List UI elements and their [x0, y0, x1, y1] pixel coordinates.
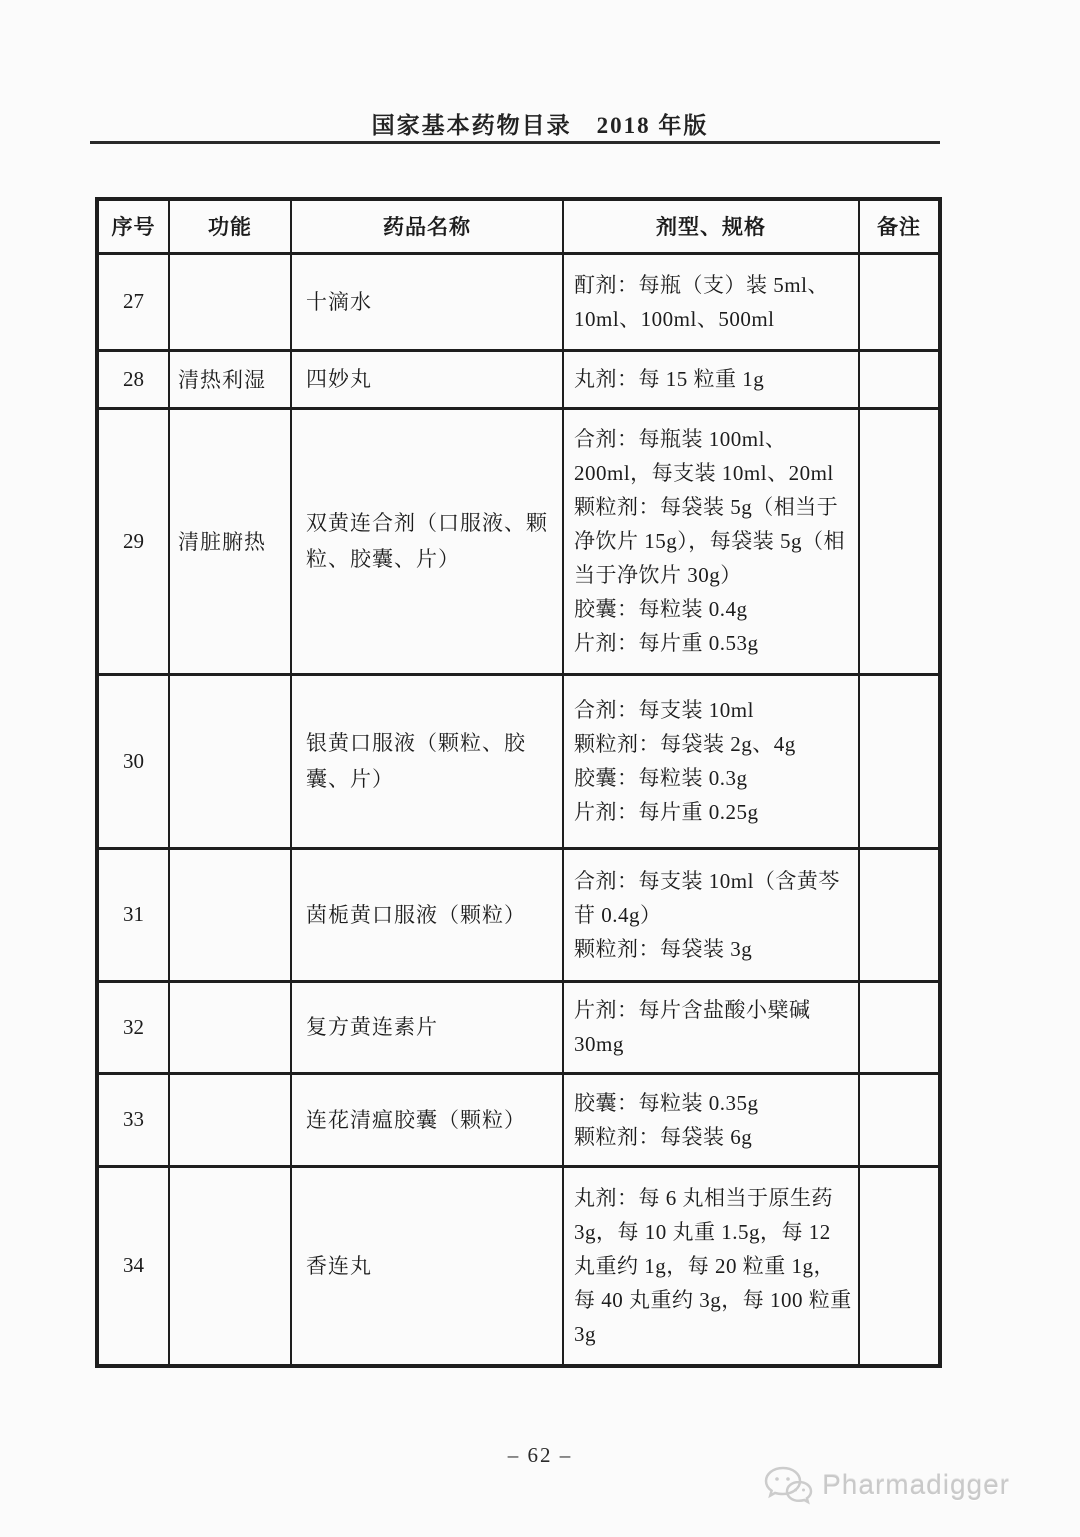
table-row: [97, 253, 940, 350]
spec-entry: 胶囊：每粒装 0.3g: [574, 766, 748, 790]
row-number-cell: 31: [97, 848, 169, 981]
table-row: [97, 408, 940, 674]
drug-name-cell: 双黄连合剂（口服液、颗粒、胶囊、片）: [291, 408, 563, 674]
medicines-table: [95, 197, 942, 1368]
spec-entry: 颗粒剂：每袋装 2g、4g: [574, 732, 796, 756]
function-cell: [169, 1166, 291, 1366]
function-cell: [169, 1073, 291, 1166]
spec-entry: 合剂：每支装 10ml: [574, 698, 754, 722]
page-number: – 62 –: [507, 1443, 573, 1467]
table-row: [97, 848, 940, 981]
drug-name-cell: 银黄口服液（颗粒、胶囊、片）: [291, 674, 563, 848]
spec-entry: 胶囊：每粒装 0.4g: [574, 597, 748, 621]
drug-name-cell: 香连丸: [291, 1166, 563, 1366]
note-cell: [859, 253, 940, 350]
spec-entry: 片剂：每片重 0.25g: [574, 800, 759, 824]
note-cell: [859, 1073, 940, 1166]
wechat-icon: [762, 1464, 814, 1506]
row-number-cell: 30: [97, 674, 169, 848]
row-number-cell: 29: [97, 408, 169, 674]
spec-cell: [563, 1073, 859, 1166]
table-row: [97, 1166, 940, 1366]
spec-entry: 合剂：每瓶装 100ml、200ml，每支装 10ml、20ml: [574, 427, 834, 485]
function-cell: 清热利湿: [169, 350, 291, 408]
row-number-cell: 33: [97, 1073, 169, 1166]
spec-cell: [563, 350, 859, 408]
function-cell: [169, 981, 291, 1073]
function-cell: [169, 848, 291, 981]
note-cell: [859, 848, 940, 981]
spec-entry: 丸剂：每 15 粒重 1g: [574, 367, 765, 391]
table-row: [97, 674, 940, 848]
note-cell: [859, 674, 940, 848]
drug-name-cell: 十滴水: [291, 253, 563, 350]
table-row: [97, 350, 940, 408]
spec-cell: [563, 674, 859, 848]
drug-name-cell: 四妙丸: [291, 350, 563, 408]
spec-cell: [563, 981, 859, 1073]
table-body: [97, 253, 940, 1366]
note-cell: [859, 408, 940, 674]
function-cell: 清脏腑热: [169, 408, 291, 674]
watermark: [762, 1464, 1010, 1506]
drug-name-cell: 复方黄连素片: [291, 981, 563, 1073]
row-number-cell: 34: [97, 1166, 169, 1366]
note-cell: [859, 981, 940, 1073]
spec-cell: [563, 1166, 859, 1366]
column-header-1: 序号: [97, 199, 169, 253]
spec-cell: [563, 848, 859, 981]
spec-entry: 胶囊：每粒装 0.35g: [574, 1090, 759, 1115]
drug-name-cell: 茵栀黄口服液（颗粒）: [291, 848, 563, 981]
drug-name-cell: 连花清瘟胶囊（颗粒）: [291, 1073, 563, 1166]
watermark-text: Pharmadigger: [822, 1469, 1010, 1500]
page-title: 国家基本药物目录 2018 年版: [371, 113, 709, 138]
table-row: [97, 1073, 940, 1166]
column-header-2: 功能: [169, 199, 291, 253]
note-cell: [859, 1166, 940, 1366]
column-header-4: 剂型、规格: [563, 199, 859, 253]
spec-entry: 颗粒剂：每袋装 6g: [574, 1124, 753, 1149]
column-header-5: 备注: [859, 199, 940, 253]
spec-entry: 丸剂：每 6 丸相当于原生药 3g，每 10 丸重 1.5g，每 12 丸重约 1g，每 20 粒重 1g，每 40 丸重约 3g，每 100 粒重 3g: [574, 1185, 852, 1346]
spec-entry: 酊剂：每瓶（支）装 5ml、10ml、100ml、500ml: [574, 272, 829, 331]
spec-entry: 片剂：每片含盐酸小檗碱 30mg: [574, 998, 811, 1056]
spec-entry: 片剂：每片重 0.53g: [574, 631, 759, 655]
function-cell: [169, 674, 291, 848]
header-divider: [90, 141, 940, 144]
spec-cell: [563, 408, 859, 674]
column-header-3: 药品名称: [291, 199, 563, 253]
spec-entry: 颗粒剂：每袋装 3g: [574, 936, 753, 961]
table-row: [97, 981, 940, 1073]
header-row: [97, 199, 940, 253]
spec-entry: 颗粒剂：每袋装 5g（相当于净饮片 15g），每袋装 5g（相当于净饮片 30g）: [574, 495, 845, 587]
spec-cell: [563, 253, 859, 350]
spec-entry: 合剂：每支装 10ml（含黄芩苷 0.4g）: [574, 868, 840, 927]
row-number-cell: 32: [97, 981, 169, 1073]
row-number-cell: 28: [97, 350, 169, 408]
function-cell: [169, 253, 291, 350]
row-number-cell: 27: [97, 253, 169, 350]
note-cell: [859, 350, 940, 408]
